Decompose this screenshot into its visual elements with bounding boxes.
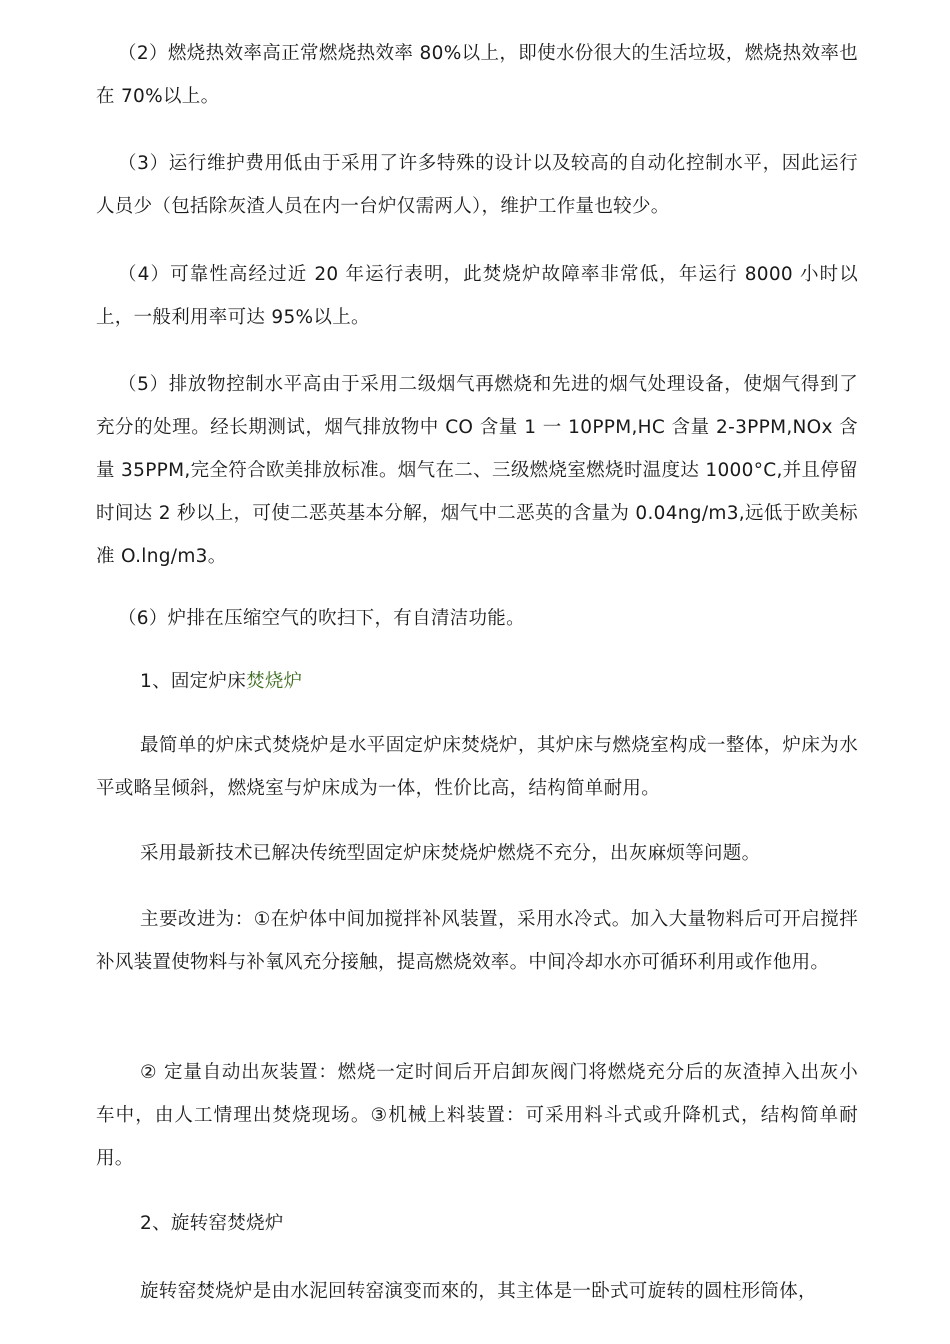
paragraph-maintenance-cost: （3）运行维护费用低由于采用了许多特殊的设计以及较高的自动化控制水平，因此运行人员少（包括除灰渣人员在内一台炉仅需两人），维护工作量也较少。 xyxy=(96,153,858,217)
paragraph-self-cleaning: （6）炉排在压缩空气的吹扫下，有自清洁功能。 xyxy=(118,608,525,629)
paragraph-emission-control: （5）排放物控制水平高由于采用二级烟气再燃烧和先进的烟气处理设备，使烟气得到了充分的处理。经长期测试，烟气排放物中 CO 含量 1 一 10PPM,HC 含量 2-3PPM,NOx 含量 35PPM,完全符合欧美排放标准。烟气在二、三级燃烧室燃烧时温度达 1000°C,并且停留时间达 2 秒以上，可使二恶英基本分解，烟气中二恶英的含量为 0.04ng/m3,远低于欧美标准 O.lng/m3。 xyxy=(96,374,858,567)
paragraph-main-improvements: 主要改进为：①在炉体中间加搅拌补风装置，采用水冷式。加入大量物料后可开启搅拌补风装置使物料与补氧风充分接触，提高燃烧效率。中间冷却水亦可循环利用或作他用。 xyxy=(96,909,858,973)
paragraph-auto-ash-discharge: ② 定量自动出灰装置：燃烧一定时间后开启卸灰阀门将燃烧充分后的灰渣掉入出灰小车中，由人工情理出焚烧现场。③机械上料装置：可采用料斗式或升降机式，结构简单耐用。 xyxy=(96,1062,858,1169)
paragraph-rotary-kiln-description: 旋转窑焚烧炉是由水泥回转窑演变而來的，其主体是一卧式可旋转的圆柱形筒体， xyxy=(140,1281,817,1302)
heading-fixed-bed-incinerator xyxy=(140,660,840,703)
heading-fixed-bed-prefix: 1、固定炉床 xyxy=(140,671,247,692)
heading-fixed-bed-highlight: 焚烧炉 xyxy=(246,671,303,692)
heading-rotary-kiln-incinerator: 2、旋转窑焚烧炉 xyxy=(140,1213,284,1234)
paragraph-combustion-efficiency: （2）燃烧热效率高正常燃烧热效率 80%以上，即使水份很大的生活垃圾，燃烧热效率也在 70%以上。 xyxy=(96,43,858,107)
paragraph-reliability: （4）可靠性高经过近 20 年运行表明，此焚烧炉故障率非常低，年运行 8000 小时以上，一般利用率可达 95%以上。 xyxy=(96,264,858,328)
paragraph-fixed-bed-description: 最简单的炉床式焚烧炉是水平固定炉床焚烧炉，其炉床与燃烧室构成一整体，炉床为水平或略呈倾斜，燃烧室与炉床成为一体，性价比高，结构简单耐用。 xyxy=(96,735,858,799)
paragraph-new-technology: 采用最新技术已解决传统型固定炉床焚烧炉燃烧不充分，出灰麻烦等问题。 xyxy=(140,843,761,864)
